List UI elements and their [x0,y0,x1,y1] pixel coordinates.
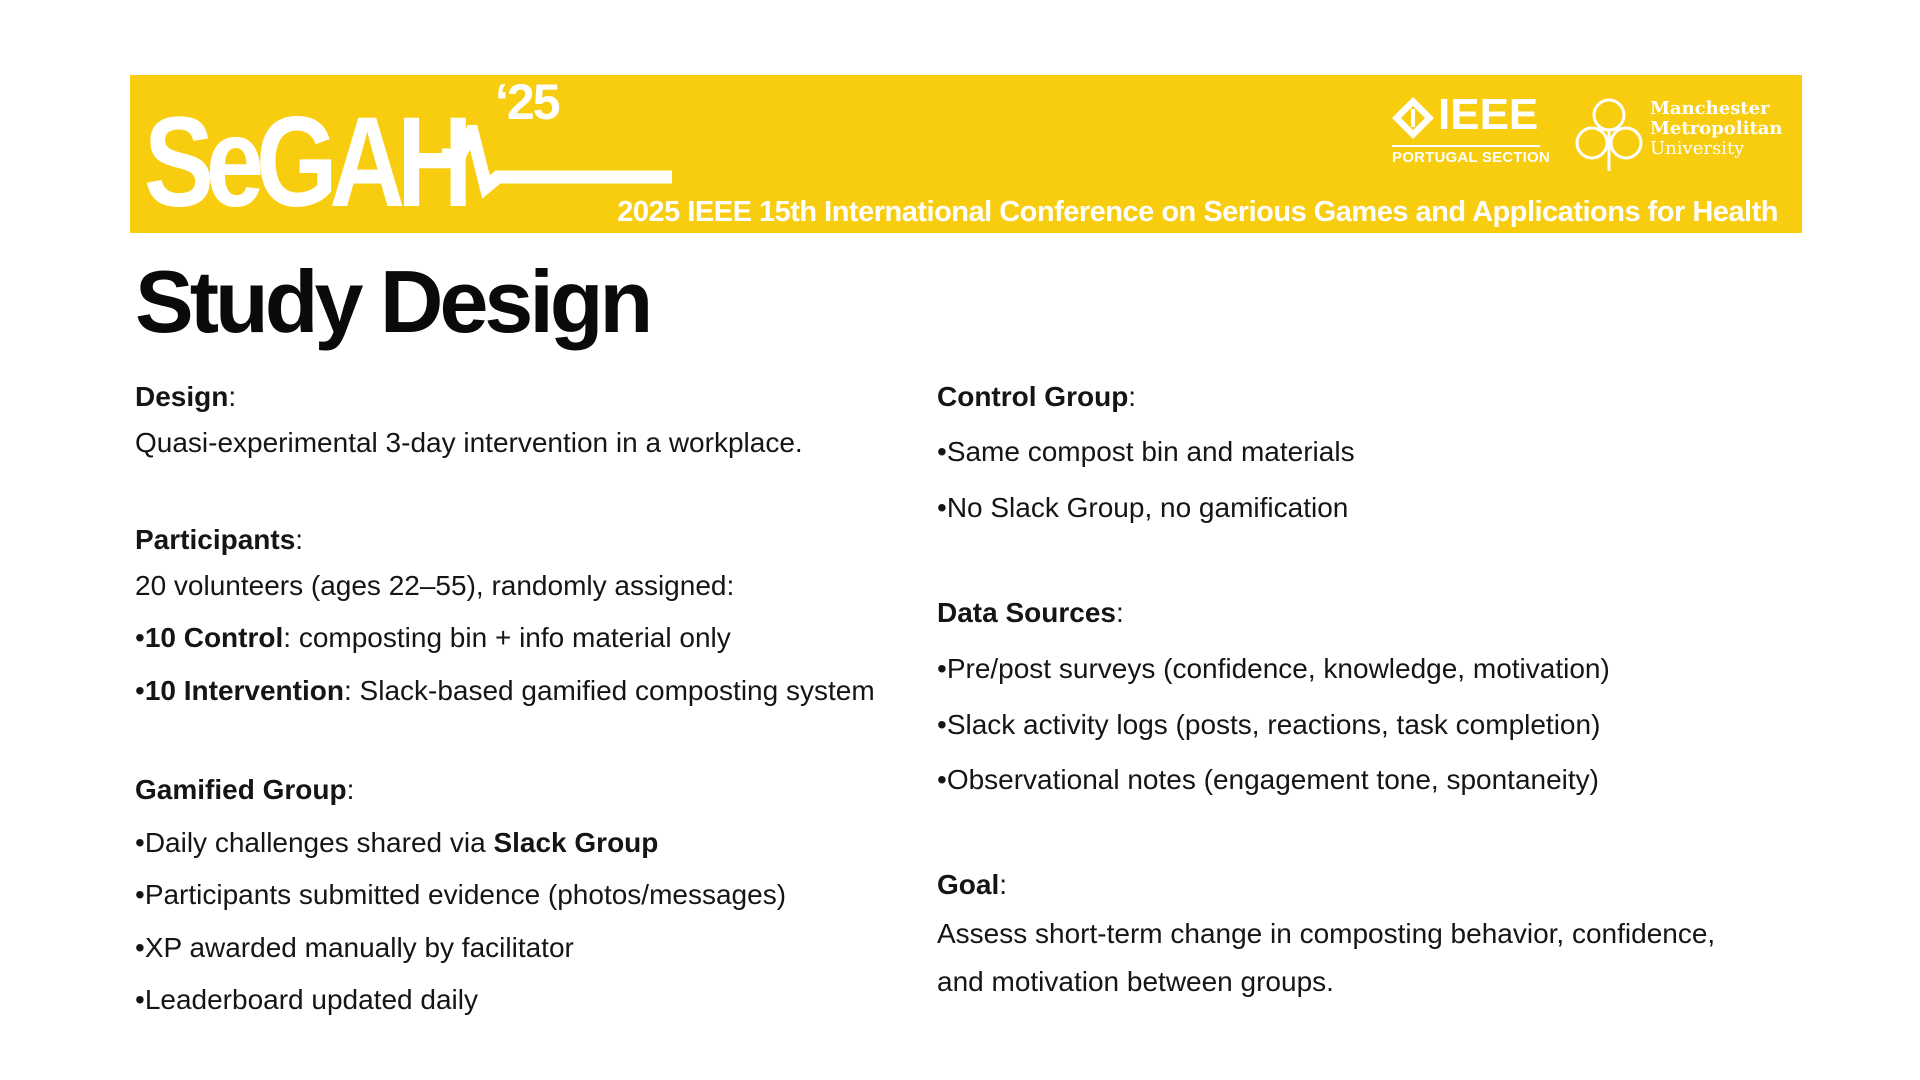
slide-title: Study Design [135,252,650,351]
list-item: •Daily challenges shared via Slack Group [135,827,659,858]
goal-heading: Goal: [937,869,1008,900]
list-item: •No Slack Group, no gamification [937,492,1349,523]
left-column [135,0,915,1080]
mmu-line-2: Metropolitan [1650,118,1783,139]
conference-name: 2025 IEEE 15th International Conference on Serious Games and Applications for Health [617,196,1778,228]
participants-text: 20 volunteers (ages 22–55), randomly assigned: [135,570,735,601]
control-desc: : composting bin + info material only [283,622,731,653]
logo-year: ‘25 [495,74,559,130]
list-item: •XP awarded manually by facilitator [135,932,574,963]
gamified-item-2: Participants submitted evidence (photos/messages) [144,879,787,910]
design-label: Design [135,381,229,412]
segah-logo: SeGAH [144,91,465,234]
list-item: •10 Intervention: Slack-based gamified composting system [135,675,875,706]
list-item: •Same compost bin and materials [937,436,1355,467]
list-item: •Observational notes (engagement tone, spontaneity) [937,764,1600,795]
gamified-item-4: Leaderboard updated daily [144,984,478,1015]
mmu-line-3: University [1650,138,1745,159]
list-item: •Leaderboard updated daily [135,984,478,1015]
control-count: 10 Control [144,622,284,653]
goal-text-line-2: and motivation between groups. [937,966,1334,997]
participants-heading: Participants: [135,524,304,555]
list-item: •10 Control: composting bin + info material only [135,622,731,653]
intervention-count: 10 Intervention [144,675,344,706]
list-item: •Pre/post surveys (confidence, knowledge, motivation) [937,653,1610,684]
list-item: •Participants submitted evidence (photos/messages) [135,879,787,910]
design-text: Quasi-experimental 3-day intervention in a workplace. [135,427,803,458]
ieee-section-label: PORTUGAL SECTION [1392,149,1550,166]
data-item-1: Pre/post surveys (confidence, knowledge, motivation) [946,653,1610,684]
gamified-heading: Gamified Group: [135,774,355,805]
slack-group-term: Slack Group [493,827,659,858]
data-item-3: Observational notes (engagement tone, spontaneity) [946,764,1600,795]
participants-label: Participants [135,524,296,555]
gamified-item-1: Daily challenges shared via [144,827,494,858]
gamified-label: Gamified Group [135,774,347,805]
control-item-1: Same compost bin and materials [946,436,1355,467]
data-item-2: Slack activity logs (posts, reactions, task completion) [946,709,1601,740]
data-sources-heading: Data Sources: [937,597,1124,628]
design-heading: Design: [135,381,237,412]
ieee-wordmark: IEEE [1438,90,1539,139]
gamified-item-3: XP awarded manually by facilitator [144,932,574,963]
data-sources-label: Data Sources [937,597,1116,628]
intervention-desc: : Slack-based gamified composting system [343,675,875,706]
control-heading: Control Group: [937,381,1137,412]
control-group-label: Control Group [937,381,1129,412]
mmu-line-1: Manchester [1650,98,1770,119]
right-column [937,0,1837,1080]
control-item-2: No Slack Group, no gamification [946,492,1349,523]
goal-text-line-1: Assess short-term change in composting behavior, confidence, [937,918,1716,949]
goal-label: Goal [937,869,1000,900]
list-item: •Slack activity logs (posts, reactions, task completion) [937,709,1601,740]
